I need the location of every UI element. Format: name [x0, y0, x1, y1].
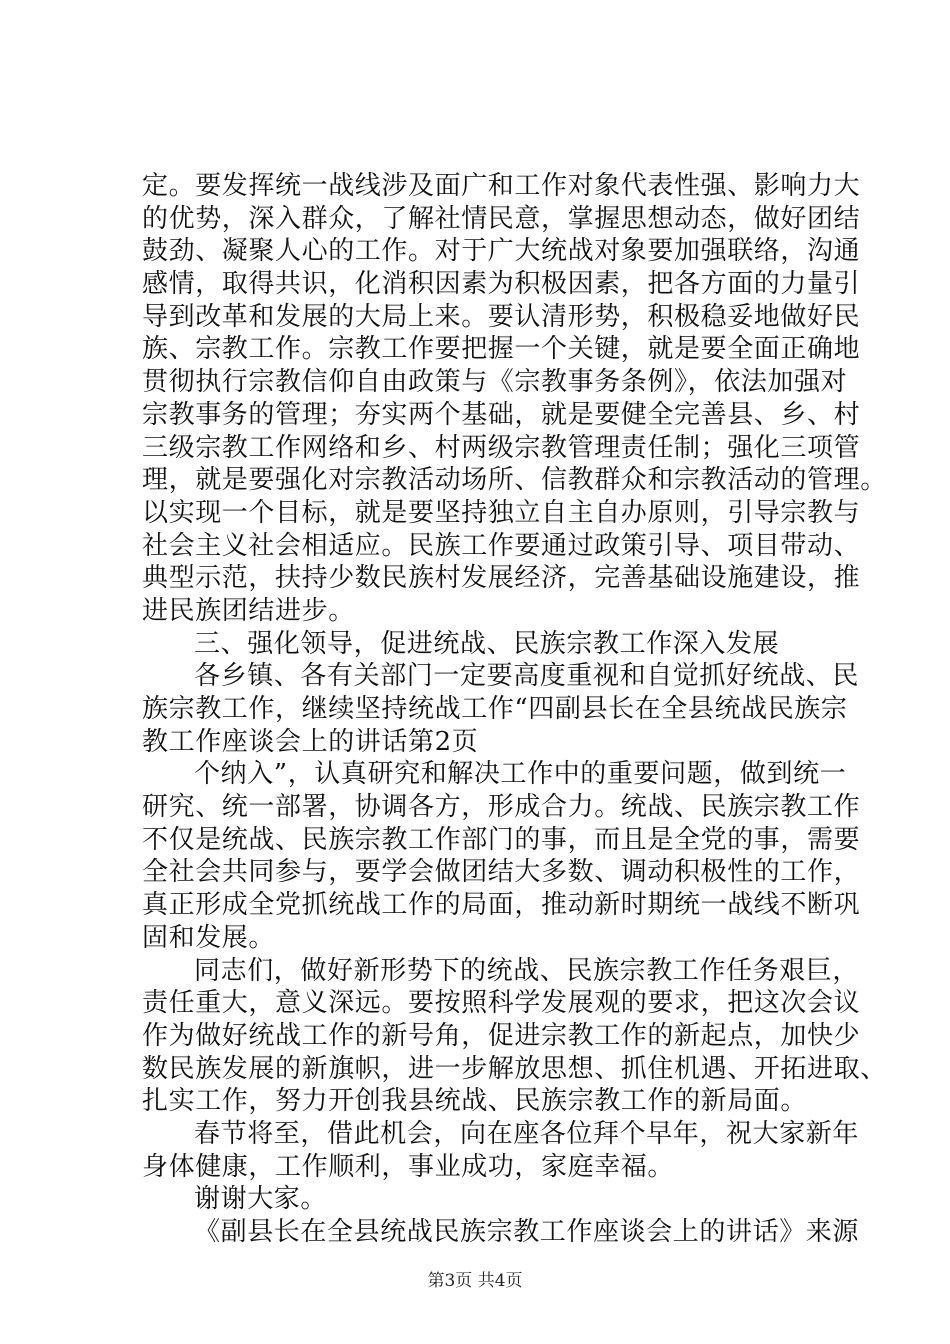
body-line: 的优势，深入群众，了解社情民意，掌握思想动态，做好团结	[142, 203, 861, 234]
body-line: 族、宗教工作。宗教工作要把握一个关键，就是要全面正确地	[142, 334, 861, 365]
body-line: 扎实工作，努力开创我县统战、民族宗教工作的新局面。	[142, 1086, 808, 1117]
body-line: 贯彻执行宗教信仰自由政策与《宗教事务条例》，依法加强对	[142, 367, 848, 398]
body-line: 宗教事务的管理；夯实两个基础，就是要健全完善县、乡、村	[142, 399, 861, 430]
body-line: 个纳入”，认真研究和解决工作中的重要问题，做到统一	[194, 759, 847, 790]
body-line: 定。要发挥统一战线涉及面广和工作对象代表性强、影响力大	[142, 171, 861, 201]
document-body	[142, 170, 887, 1249]
body-line: 教工作座谈会上的讲话第2页	[142, 726, 479, 757]
body-line: 进民族团结进步。	[142, 595, 355, 626]
body-line: 责任重大，意义深远。要按照科学发展观的要求，把这次会议	[142, 988, 861, 1019]
body-line: 感情，取得共识，化消积因素为积极因素，把各方面的力量引	[142, 269, 861, 300]
body-line: 各乡镇、各有关部门一定要高度重视和自觉抓好统战、民	[194, 661, 860, 692]
body-line: 理，就是要强化对宗教活动场所、信教群众和宗教活动的管理。	[142, 465, 887, 496]
body-line: 族宗教工作，继续坚持统战工作“四副县长在全县统战民族宗	[142, 694, 848, 724]
body-line: 研究、统一部署，协调各方，形成合力。统战、民族宗教工作	[142, 792, 861, 823]
body-line: 数民族发展的新旗帜，进一步解放思想、抓住机遇、开拓进取、	[142, 1053, 887, 1084]
body-line: 不仅是统战、民族宗教工作部门的事，而且是全党的事，需要	[142, 824, 861, 855]
body-line: 同志们，做好新形势下的统战、民族宗教工作任务艰巨，	[194, 955, 860, 986]
body-line: 《副县长在全县统战民族宗教工作座谈会上的讲话》来源	[194, 1217, 860, 1247]
body-line: 鼓劲、凝聚人心的工作。对于广大统战对象要加强联络，沟通	[142, 236, 861, 267]
body-line: 固和发展。	[142, 922, 276, 953]
body-line: 典型示范，扶持少数民族村发展经济，完善基础设施建设，推	[142, 563, 861, 594]
body-line: 谢谢大家。	[194, 1184, 328, 1215]
body-line: 全社会共同参与，要学会做团结大多数、调动积极性的工作，	[142, 857, 861, 888]
body-line: 导到改革和发展的大局上来。要认清形势，积极稳妥地做好民	[142, 301, 861, 332]
body-line: 作为做好统战工作的新号角，促进宗教工作的新起点，加快少	[142, 1020, 861, 1051]
body-line: 三级宗教工作网络和乡、村两级宗教管理责任制；强化三项管	[142, 432, 861, 463]
body-line: 身体健康，工作顺利，事业成功，家庭幸福。	[142, 1151, 675, 1182]
page-footer: 第3页 共4页	[427, 1271, 523, 1291]
body-line: 以实现一个目标，就是要坚持独立自主自办原则，引导宗教与	[142, 497, 861, 528]
body-line: 三、强化领导，促进统战、民族宗教工作深入发展	[194, 628, 780, 659]
body-line: 社会主义社会相适应。民族工作要通过政策引导、项目带动、	[142, 530, 861, 561]
body-line: 真正形成全党抓统战工作的局面，推动新时期统一战线不断巩	[142, 890, 861, 921]
body-line: 春节将至，借此机会，向在座各位拜个早年，祝大家新年	[194, 1118, 860, 1149]
